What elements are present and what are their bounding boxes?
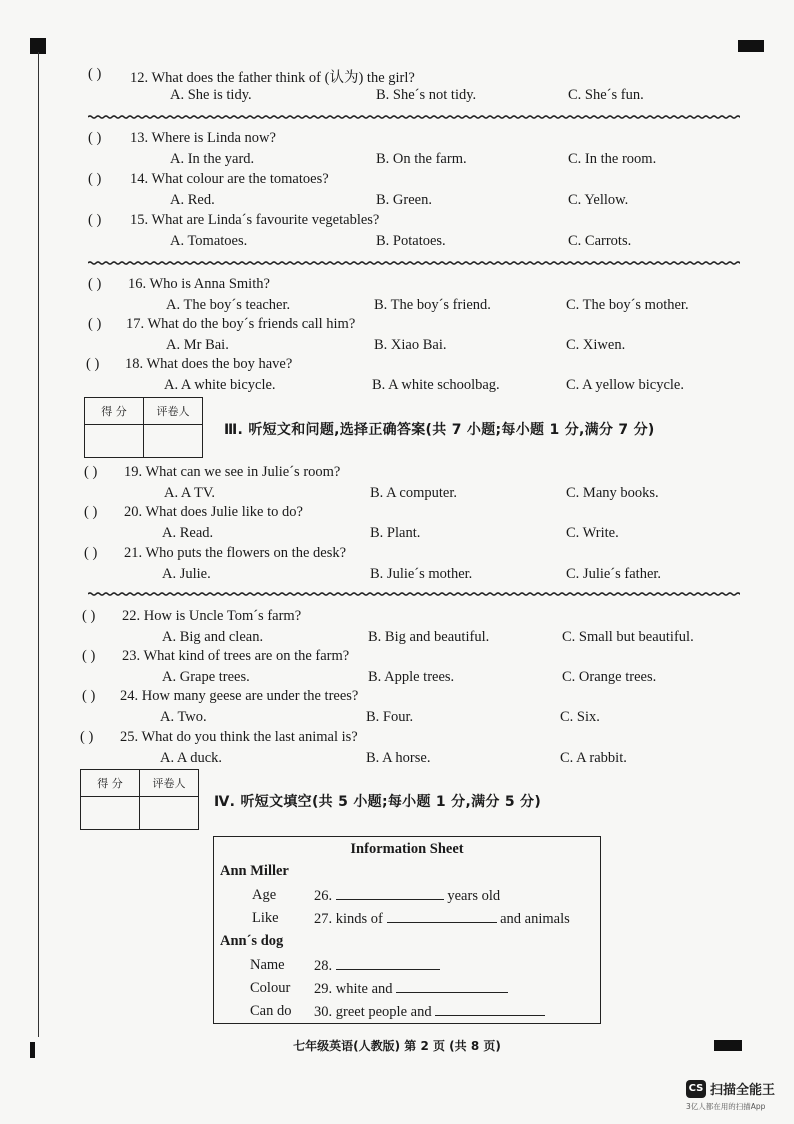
answer-option: C. Yellow.: [568, 192, 629, 208]
page-footer: 七年级英语(人教版) 第 2 页 (共 8 页): [293, 1039, 501, 1053]
question-text: [130, 171, 329, 188]
age-number: 26.: [314, 888, 333, 904]
answer-option: A. Big and clean.: [162, 629, 264, 645]
answer-option: A. She is tidy.: [170, 87, 252, 103]
question-stem: What does Julie like to do?: [145, 504, 303, 520]
answer-bracket[interactable]: ( ): [88, 276, 102, 292]
answer-option: A. Read.: [162, 525, 214, 541]
question-number: 25.: [120, 729, 139, 745]
score-table: [80, 769, 199, 830]
answer-option: A. Julie.: [162, 566, 211, 582]
answer-bracket[interactable]: ( ): [88, 66, 102, 82]
answer-option: B. Green.: [376, 192, 432, 208]
answer-option: B. Julie´s mother.: [370, 566, 473, 582]
wavy-divider: [88, 590, 740, 598]
answer-bracket[interactable]: ( ): [82, 648, 96, 664]
colour-blank[interactable]: [396, 980, 508, 993]
like-line: [314, 910, 570, 928]
answer-option: B. The boy´s friend.: [374, 297, 491, 313]
score-header: 得 分: [85, 398, 144, 425]
answer-option: A. The boy´s teacher.: [166, 297, 291, 313]
question-text: [122, 608, 301, 625]
question-text: [130, 212, 379, 229]
grader-header: 评卷人: [144, 398, 203, 425]
scanner-app-name: 扫描全能王: [710, 1083, 776, 1098]
answer-option: A. A TV.: [164, 485, 216, 501]
question-number: 22.: [122, 608, 141, 624]
score-cell[interactable]: [85, 425, 144, 458]
question-text: [120, 688, 358, 705]
score-cell[interactable]: [81, 797, 140, 830]
answer-option: B. She´s not tidy.: [376, 87, 477, 103]
answer-option: C. Small but beautiful.: [562, 629, 694, 645]
like-prefix: kinds of: [335, 911, 383, 927]
answer-bracket[interactable]: ( ): [88, 316, 102, 332]
age-label: Age: [252, 887, 277, 903]
answer-bracket[interactable]: ( ): [84, 464, 98, 480]
question-number: 19.: [124, 464, 143, 480]
answer-option: A. In the yard.: [170, 151, 255, 167]
answer-bracket[interactable]: ( ): [84, 504, 98, 520]
wavy-divider: [88, 259, 740, 267]
question-text: [122, 648, 349, 665]
cando-number: 30.: [314, 1004, 333, 1020]
dog-heading: Ann´s dog: [220, 933, 284, 949]
answer-bracket[interactable]: ( ): [80, 729, 94, 745]
question-stem: Who is Anna Smith?: [149, 276, 270, 292]
answer-bracket[interactable]: ( ): [82, 688, 96, 704]
answer-option: B. A horse.: [366, 750, 431, 766]
question-stem: How is Uncle Tom´s farm?: [143, 608, 302, 624]
question-stem: What are Linda´s favourite vegetables?: [151, 212, 380, 228]
like-suffix: and animals: [500, 911, 570, 927]
grader-header: 评卷人: [140, 770, 199, 797]
answer-option: B. Big and beautiful.: [368, 629, 490, 645]
question-stem: What does the boy have?: [146, 356, 293, 372]
question-number: 21.: [124, 545, 143, 561]
question-text: [130, 130, 276, 147]
answer-bracket[interactable]: ( ): [84, 545, 98, 561]
answer-option: C. A rabbit.: [560, 750, 627, 766]
answer-bracket[interactable]: ( ): [82, 608, 96, 624]
answer-bracket[interactable]: ( ): [86, 356, 100, 372]
info-person-name: Ann Miller: [220, 863, 289, 879]
question-text: [128, 276, 270, 293]
answer-option: A. Red.: [170, 192, 215, 208]
information-sheet: [213, 836, 601, 1024]
answer-option: C. Julie´s father.: [566, 566, 662, 582]
age-blank[interactable]: [336, 887, 444, 900]
question-number: 18.: [125, 356, 144, 372]
answer-option: B. On the farm.: [376, 151, 467, 167]
grader-cell[interactable]: [140, 797, 199, 830]
question-number: 20.: [124, 504, 143, 520]
like-number: 27.: [314, 911, 333, 927]
answer-option: B. Xiao Bai.: [374, 337, 447, 353]
answer-bracket[interactable]: ( ): [88, 212, 102, 228]
question-number: 24.: [120, 688, 139, 704]
question-number: 14.: [130, 171, 149, 187]
question-stem: What kind of trees are on the farm?: [143, 648, 350, 664]
wavy-divider: [88, 113, 740, 121]
question-text: [124, 504, 303, 521]
question-text: [126, 316, 355, 333]
score-header: 得 分: [81, 770, 140, 797]
answer-option: B. A computer.: [370, 485, 457, 501]
answer-option: C. Xiwen.: [566, 337, 626, 353]
name-line: [314, 957, 440, 975]
question-number: 15.: [130, 212, 149, 228]
question-text: [125, 356, 292, 373]
answer-option: C. Many books.: [566, 485, 659, 501]
section-4-title: Ⅳ. 听短文填空(共 5 小题;每小题 1 分,满分 5 分): [214, 794, 542, 810]
age-line: [314, 887, 500, 905]
like-blank[interactable]: [387, 910, 497, 923]
question-stem: What do the boy´s friends call him?: [147, 316, 356, 332]
question-text: [130, 66, 415, 87]
question-stem: Where is Linda now?: [151, 130, 276, 146]
question-stem: What can we see in Julie´s room?: [145, 464, 341, 480]
grader-cell[interactable]: [144, 425, 203, 458]
answer-option: A. Grape trees.: [162, 669, 250, 685]
colour-prefix: white and: [335, 981, 393, 997]
question-text: [124, 464, 340, 481]
question-stem: What do you think the last animal is?: [141, 729, 358, 745]
answer-option: C. Six.: [560, 709, 600, 725]
question-number: 17.: [126, 316, 145, 332]
answer-option: A. A duck.: [160, 750, 223, 766]
answer-option: C. The boy´s mother.: [566, 297, 689, 313]
colour-line: [314, 980, 508, 998]
name-blank[interactable]: [336, 957, 440, 970]
cando-blank[interactable]: [435, 1003, 545, 1016]
answer-option: B. Apple trees.: [368, 669, 455, 685]
binding-line: [38, 52, 39, 1037]
section-3-title: Ⅲ. 听短文和问题,选择正确答案(共 7 小题;每小题 1 分,满分 7 分): [224, 422, 655, 438]
registration-mark: [738, 40, 764, 52]
question-stem: Who puts the flowers on the desk?: [145, 545, 347, 561]
question-text: [120, 729, 358, 746]
like-label: Like: [252, 910, 279, 926]
camscanner-logo-icon: CS: [686, 1080, 706, 1098]
answer-bracket[interactable]: ( ): [88, 171, 102, 187]
question-stem: How many geese are under the trees?: [141, 688, 359, 704]
answer-option: A. Tomatoes.: [170, 233, 248, 249]
score-table: [84, 397, 203, 458]
answer-option: C. A yellow bicycle.: [566, 377, 684, 393]
cando-prefix: greet people and: [335, 1004, 432, 1020]
answer-option: C. Carrots.: [568, 233, 632, 249]
answer-option: C. Orange trees.: [562, 669, 657, 685]
question-stem: What does the father think of (认为) the girl?: [151, 70, 415, 86]
answer-bracket[interactable]: ( ): [88, 130, 102, 146]
answer-option: C. Write.: [566, 525, 619, 541]
question-stem: What colour are the tomatoes?: [151, 171, 329, 187]
answer-option: B. Four.: [366, 709, 414, 725]
colour-label: Colour: [250, 980, 291, 996]
question-text: [124, 545, 346, 562]
cando-label: Can do: [250, 1003, 292, 1019]
answer-option: C. She´s fun.: [568, 87, 644, 103]
name-number: 28.: [314, 958, 333, 974]
info-sheet-title: Information Sheet: [350, 841, 464, 857]
colour-number: 29.: [314, 981, 333, 997]
answer-option: B. Plant.: [370, 525, 421, 541]
answer-option: B. Potatoes.: [376, 233, 446, 249]
question-number: 12.: [130, 70, 149, 86]
question-number: 16.: [128, 276, 147, 292]
question-number: 23.: [122, 648, 141, 664]
answer-option: B. A white schoolbag.: [372, 377, 500, 393]
scanner-tagline: 3亿人都在用的扫描App: [686, 1102, 766, 1111]
answer-option: A. Two.: [160, 709, 207, 725]
cando-line: [314, 1003, 545, 1021]
age-suffix: years old: [447, 888, 501, 904]
answer-option: A. Mr Bai.: [166, 337, 229, 353]
answer-option: A. A white bicycle.: [164, 377, 276, 393]
answer-option: C. In the room.: [568, 151, 657, 167]
question-number: 13.: [130, 130, 149, 146]
name-label: Name: [250, 957, 285, 973]
